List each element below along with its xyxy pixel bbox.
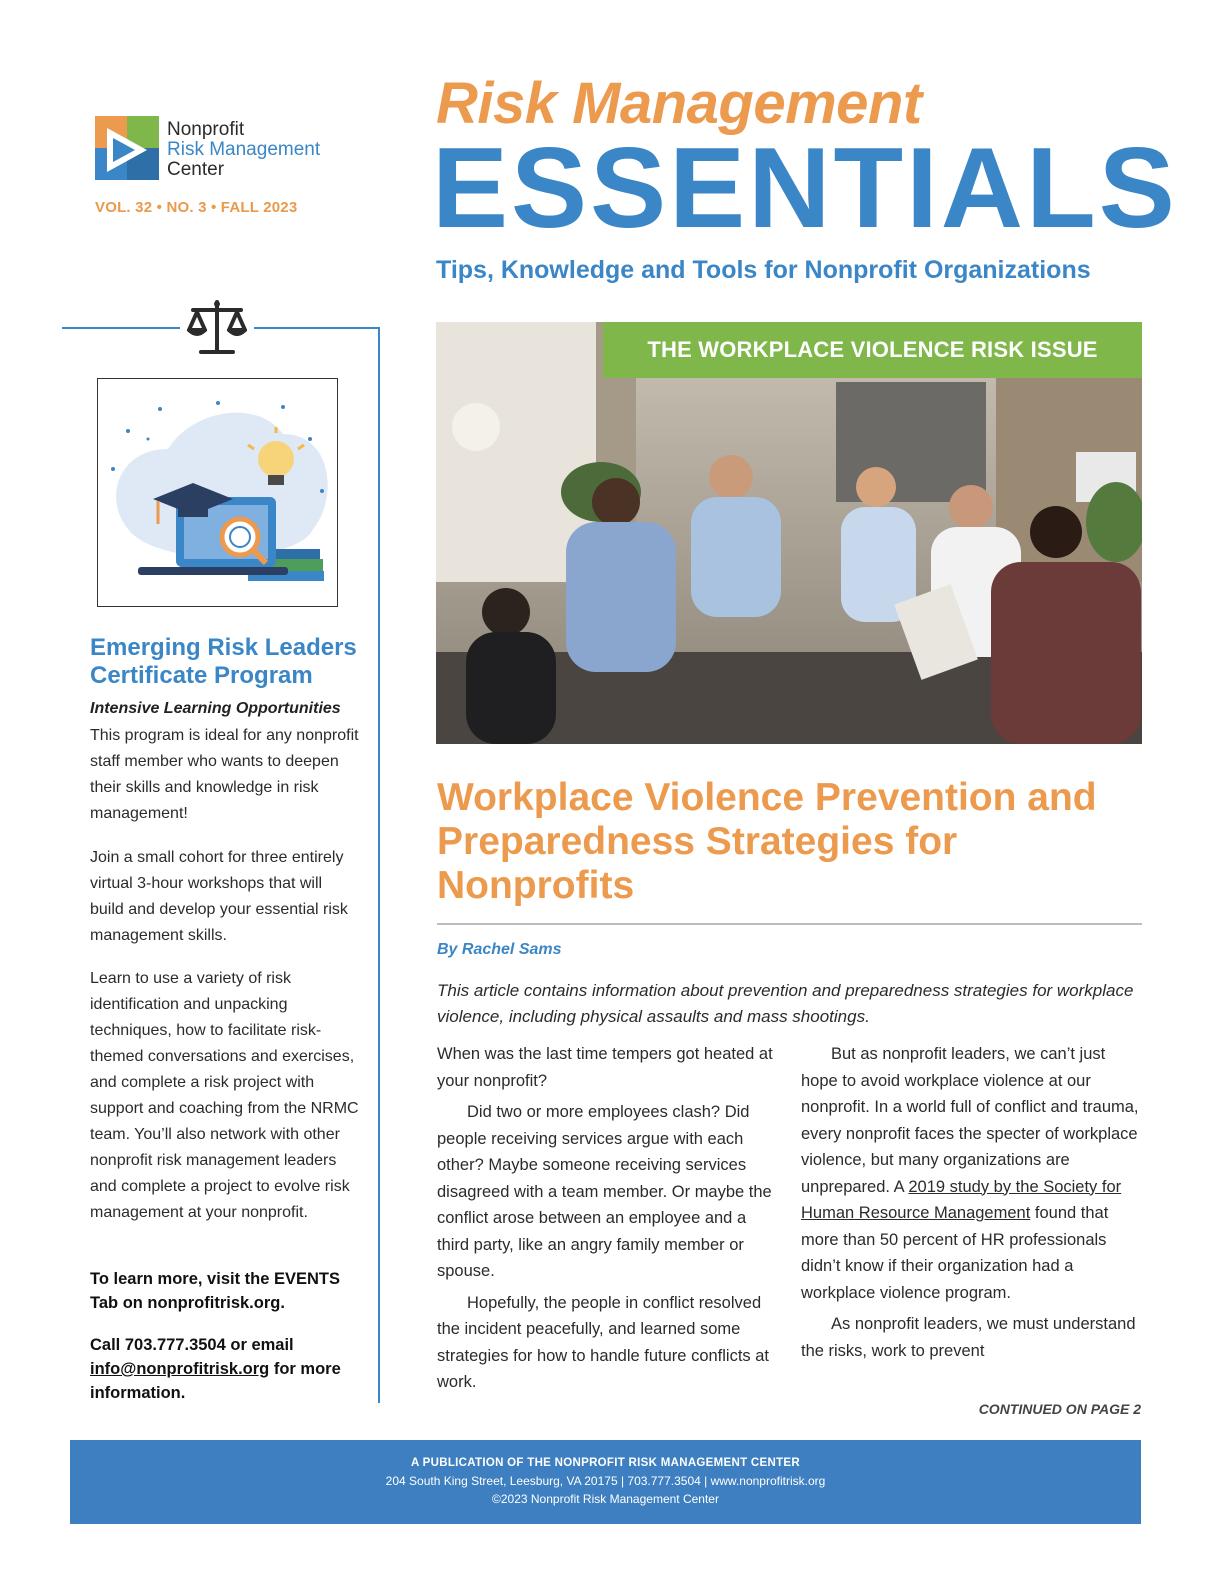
email-link[interactable]: info@nonprofitrisk.org bbox=[90, 1360, 270, 1378]
article-divider bbox=[437, 923, 1142, 925]
sidebar-contact bbox=[90, 1333, 360, 1405]
shrm-study-link[interactable]: 2019 study by the Society for Human Resource Management bbox=[801, 1177, 1122, 1222]
logo-line-1: Nonprofit bbox=[167, 119, 245, 140]
sidebar-divider-right bbox=[254, 327, 380, 329]
sidebar-learn-more: To learn more, visit the EVENTS Tab on nonprofitrisk.org. bbox=[90, 1270, 341, 1312]
footer-line-2: 204 South King Street, Leesburg, VA 20175 | 703.777.3504 | www.nonprofitrisk.org bbox=[385, 1474, 826, 1488]
scales-of-justice-icon bbox=[185, 296, 249, 360]
contact-suffix: for more information. bbox=[90, 1360, 341, 1402]
article-paragraph: Did two or more employees clash? Did people receiving services argue with each other? Maybe someone receiving services disagreed with a team member. Or maybe the conflict arose between an employee and a third party, like an angry family member or spouse. bbox=[437, 1103, 772, 1280]
sidebar-paragraph-3: Learn to use a variety of risk identification and unpacking techniques, how to facilitate risk-themed conversations and exercises, and complete a risk project with support and coaching from the NRMC team. You’ll also network with other nonprofit risk management leaders and complete a project to evolve risk management at your nonprofit. bbox=[90, 970, 359, 1221]
masthead-title: Risk Management bbox=[436, 71, 922, 136]
play-logo-icon bbox=[95, 116, 159, 180]
sidebar-paragraph-2: Join a small cohort for three entirely virtual 3-hour workshops that will build and develop your essential risk management skills. bbox=[90, 849, 348, 944]
sidebar-paragraph-1: This program is ideal for any nonprofit staff member who wants to deepen their skills and knowledge in risk management! bbox=[90, 727, 359, 822]
nrmc-logo[interactable] bbox=[95, 116, 345, 182]
publication-footer bbox=[70, 1440, 1141, 1524]
continued-note[interactable]: CONTINUED ON PAGE 2 bbox=[978, 1401, 1141, 1417]
col2-text-end: found that more than 50 percent of HR professionals didn’t know if their organization had a workplace violence program. bbox=[801, 1204, 1109, 1302]
meeting-photo bbox=[436, 322, 1142, 744]
contact-prefix: Call 703.777.3504 or email bbox=[90, 1336, 294, 1354]
footer-line-3: ©2023 Nonprofit Risk Management Center bbox=[492, 1492, 719, 1506]
article-title: Workplace Violence Prevention and Preparedness Strategies for Nonprofits bbox=[437, 776, 1097, 907]
footer-line-1: A PUBLICATION OF THE NONPROFIT RISK MANAGEMENT CENTER bbox=[410, 1457, 800, 1469]
sidebar-subheading: Intensive Learning Opportunities bbox=[90, 700, 341, 717]
article-paragraph bbox=[801, 1041, 1141, 1306]
group-meeting-image bbox=[436, 322, 1142, 744]
logo-line-3: Center bbox=[167, 159, 225, 180]
article-column-right bbox=[801, 1041, 1141, 1369]
masthead-essentials: ESSENTIALS bbox=[432, 125, 1178, 252]
learning-illustration bbox=[97, 378, 338, 607]
article-intro: This article contains information about prevention and preparedness strategies for workplace violence, including physical assaults and mass shootings. bbox=[437, 981, 1134, 1026]
laptop-graduation-illustration bbox=[98, 379, 338, 607]
sidebar-heading: Emerging Risk Leaders Certificate Program bbox=[90, 634, 357, 689]
sidebar-divider-left bbox=[62, 327, 180, 329]
article-paragraph: When was the last time tempers got heated at your nonprofit? bbox=[437, 1045, 773, 1090]
article-paragraph: As nonprofit leaders, we must understand the risks, work to prevent bbox=[801, 1315, 1136, 1360]
masthead-tagline: Tips, Knowledge and Tools for Nonprofit Organizations bbox=[436, 256, 1091, 284]
article-column-left bbox=[437, 1041, 777, 1401]
article-byline: By Rachel Sams bbox=[437, 941, 562, 958]
col2-text-start: But as nonprofit leaders, we can’t just hope to avoid workplace violence at our nonprofit. In a world full of conflict and trauma, every nonprofit faces the specter of workplace violence, but many organizations are unprepared. A bbox=[801, 1045, 1139, 1196]
article-paragraph: Hopefully, the people in conflict resolved the incident peacefully, and learned some strategies for how to handle future conflicts at work. bbox=[437, 1293, 770, 1391]
issue-banner: THE WORKPLACE VIOLENCE RISK ISSUE bbox=[603, 322, 1142, 378]
logo-line-2: Risk Management bbox=[167, 139, 321, 160]
issue-info: VOL. 32 • NO. 3 • FALL 2023 bbox=[95, 199, 298, 216]
logo-wordmark bbox=[167, 120, 320, 180]
sidebar-vertical-rule bbox=[378, 327, 380, 1403]
